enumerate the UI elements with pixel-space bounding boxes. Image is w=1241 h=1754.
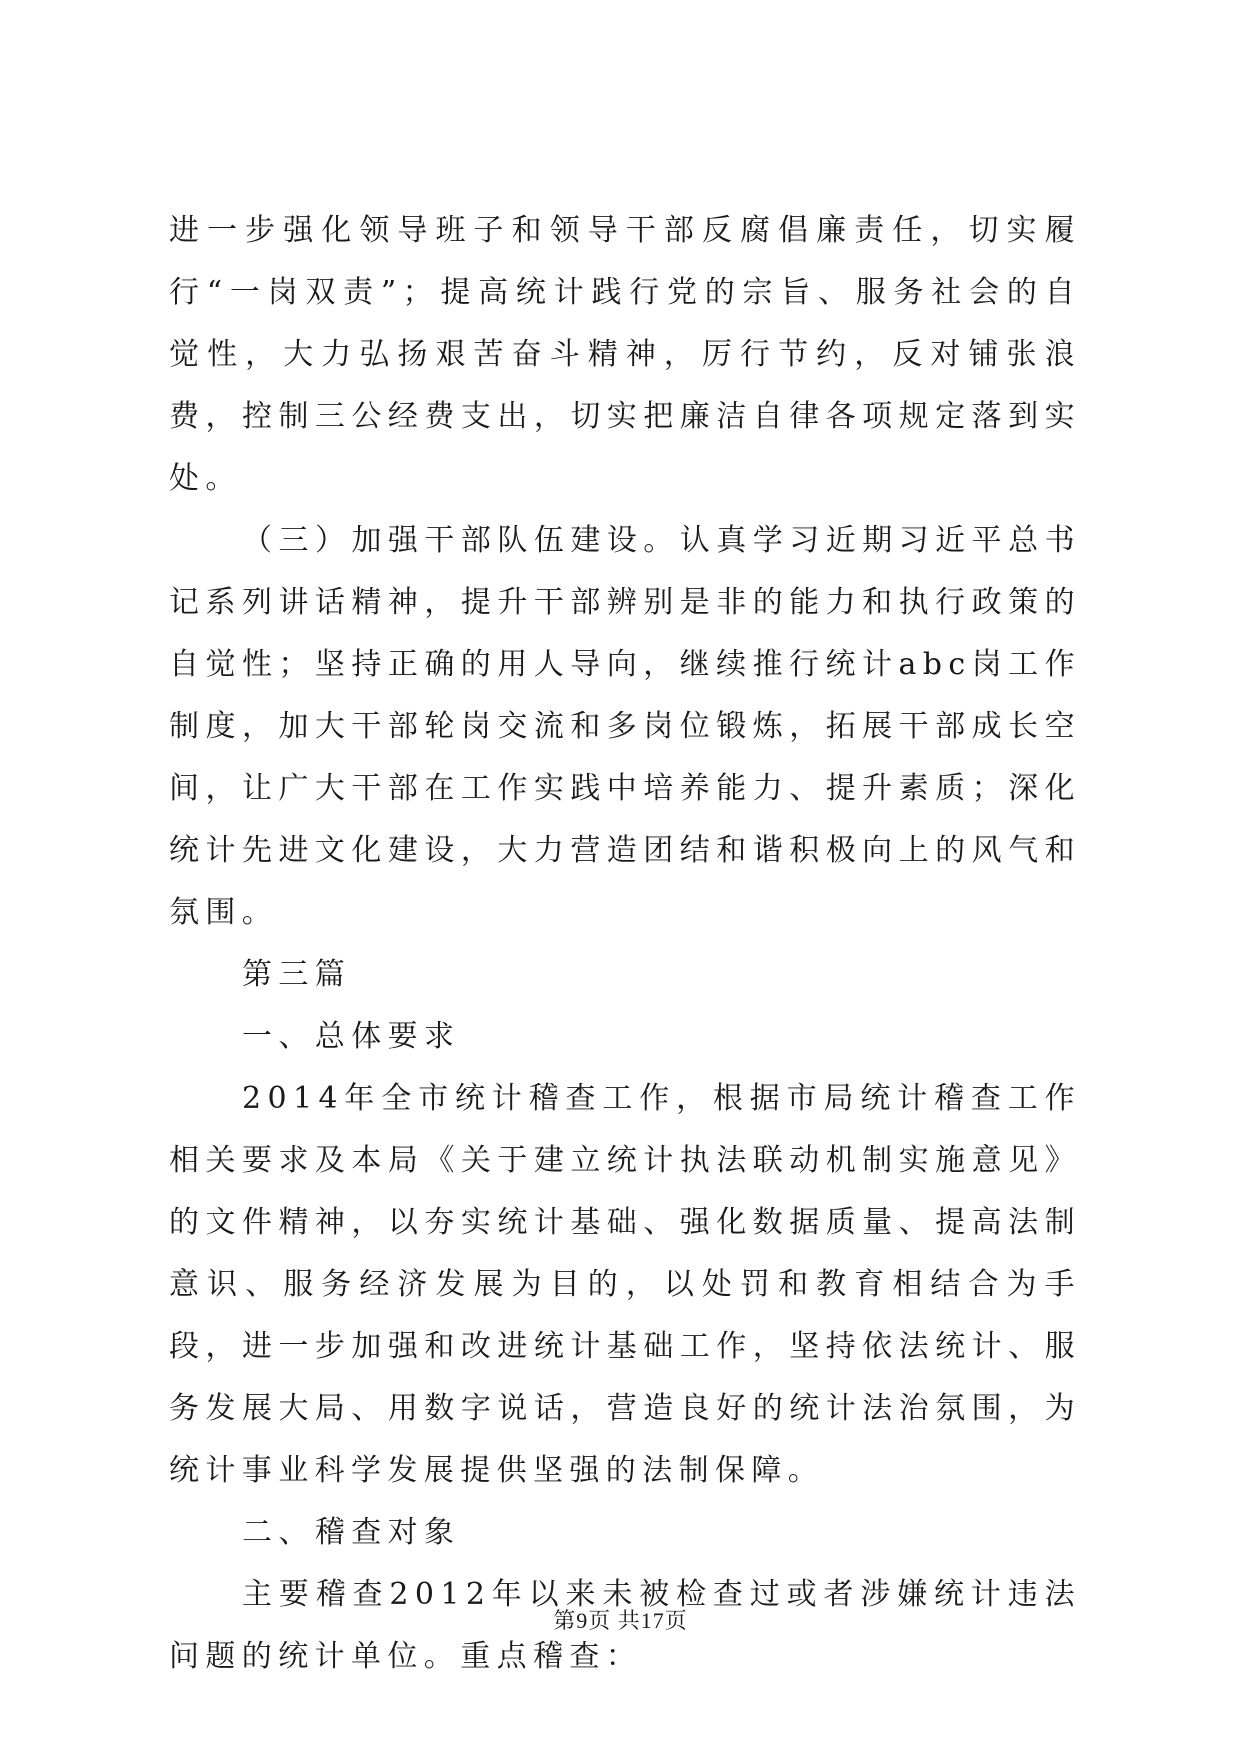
part-heading: 第三篇 xyxy=(242,957,352,992)
section-heading-inspection-targets: 二、稽查对象 xyxy=(242,1515,461,1550)
paragraph-inspection-targets: 主要稽查2012年以来未被检查过或者涉嫌统计违法问题的统计单位。重点稽查： xyxy=(169,1577,1081,1674)
paragraph-overall-requirements: 2014年全市统计稽查工作，根据市局统计稽查工作相关要求及本局《关于建立统计执法联动机制实施意见》的文件精神，以夯实统计基础、强化数据质量、提高法制意识、服务经济发展为目的，以处罚和教育相结合为手段，进一步加强和改进统计基础工作，坚持依法统计、服务发展大局、用数字说话，营造良好的统计法治氛围，为统计事业科学发展提供坚强的法制保障。 xyxy=(169,1081,1081,1488)
page-footer: 第9页 共17页 xyxy=(553,1608,688,1633)
paragraph-continuation: 进一步强化领导班子和领导干部反腐倡廉责任，切实履行“一岗双责”；提高统计践行党的宗旨、服务社会的自觉性，大力弘扬艰苦奋斗精神，厉行节约，反对铺张浪费，控制三公经费支出，切实把廉洁自律各项规定落到实处。 xyxy=(169,213,1081,496)
document-body xyxy=(169,200,1081,1688)
paragraph-section-three: （三）加强干部队伍建设。认真学习近期习近平总书记系列讲话精神，提升干部辨别是非的能力和执行政策的自觉性；坚持正确的用人导向，继续推行统计abc岗工作制度，加大干部轮岗交流和多岗位锻炼，拓展干部成长空间，让广大干部在工作实践中培养能力、提升素质；深化统计先进文化建设，大力营造团结和谐积极向上的风气和氛围。 xyxy=(169,523,1081,930)
section-heading-overall-requirements: 一、总体要求 xyxy=(242,1019,461,1054)
